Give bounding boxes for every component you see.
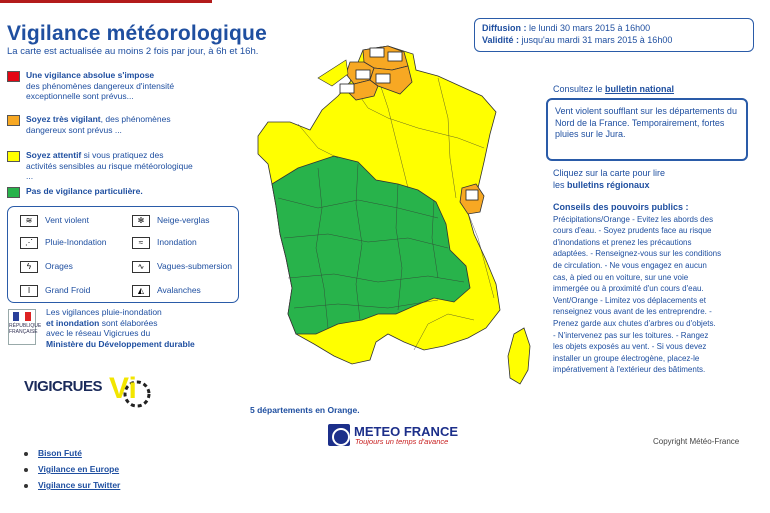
vigi-note-line4: Ministère du Développement durable bbox=[46, 338, 195, 349]
legend-yellow-title: Soyez attentif bbox=[26, 150, 82, 160]
avalanche-icon: ◭ bbox=[132, 285, 150, 297]
legend-yellow-desc: si vous pratiquez des activités sensibles au risque météorologique ... bbox=[26, 150, 193, 181]
advice-line: installer un groupe électrogène, placez-le bbox=[553, 353, 700, 363]
pheno-rain-flood bbox=[20, 235, 106, 249]
pheno-waves bbox=[132, 259, 232, 273]
pheno-label: Avalanches bbox=[157, 285, 201, 295]
legend-orange-desc: , des phénomènes dangereux sont prévus ... bbox=[26, 114, 171, 135]
link-vigilance-twitter bbox=[24, 480, 120, 490]
bullet-icon bbox=[24, 452, 28, 456]
legend-green-title: Pas de vigilance particulière. bbox=[26, 186, 143, 196]
hint-line1: Cliquez sur la carte pour lire bbox=[553, 168, 666, 178]
meteo-france-name: METEO FRANCE bbox=[354, 424, 458, 439]
map-wind-icon bbox=[388, 52, 402, 61]
pheno-label: Orages bbox=[45, 261, 73, 271]
link-bison-fute bbox=[24, 448, 82, 458]
page-title: Vigilance météorologique bbox=[7, 22, 267, 45]
vigi-note-line2: sont élaborées bbox=[99, 317, 158, 328]
advice-line: Vent/Orange - Limitez vos déplacements et bbox=[553, 295, 706, 305]
pheno-label: Grand Froid bbox=[45, 285, 91, 295]
legend-green bbox=[7, 186, 197, 200]
flood-icon: ≈ bbox=[132, 237, 150, 249]
pheno-label: Neige-verglas bbox=[157, 215, 210, 225]
vigi-note-line1: Les vigilances pluie-inondation bbox=[46, 307, 162, 317]
vi-logo-letters: Vi bbox=[109, 372, 137, 405]
regional-bulletins-hint bbox=[553, 168, 743, 191]
rain-flood-icon: ⋰ bbox=[20, 237, 38, 249]
legend-red bbox=[7, 70, 197, 104]
national-alert-box: Vent violent soufflant sur les départements du Nord de la France. Temporairement, fortes pluies sur le Jura. bbox=[546, 98, 748, 161]
orange-swatch bbox=[7, 115, 20, 126]
map-wind-icon bbox=[370, 48, 384, 57]
green-swatch bbox=[7, 187, 20, 198]
pheno-avalanche bbox=[132, 283, 201, 297]
vigilance-twitter-link[interactable]: Vigilance sur Twitter bbox=[38, 480, 121, 490]
wind-icon: ≋ bbox=[20, 215, 38, 227]
diffusion-info-box bbox=[474, 18, 754, 52]
top-accent-bar bbox=[0, 0, 212, 3]
map-rain-flood-icon bbox=[466, 190, 478, 200]
red-swatch bbox=[7, 71, 20, 82]
bullet-icon bbox=[24, 468, 28, 472]
advice-line: - N'intervenez pas sur les toitures. - Rangez bbox=[553, 330, 709, 340]
validity-label: Validité : bbox=[482, 35, 520, 45]
legend-orange-title: Soyez très vigilant bbox=[26, 114, 101, 124]
diffusion-label: Diffusion : bbox=[482, 23, 527, 33]
orange-departments-count: 5 départements en Orange. bbox=[250, 405, 360, 415]
advice-line: immergée ou à proximité d'un cours d'eau. bbox=[553, 284, 704, 294]
pheno-label: Inondation bbox=[157, 237, 197, 247]
vigi-note-line3: avec le réseau Vigicrues du bbox=[46, 328, 151, 338]
advice-line: de circulation. - Ne vous engagez en aucun bbox=[553, 260, 707, 270]
consult-prefix: Consultez le bbox=[553, 84, 606, 94]
france-vigilance-map[interactable] bbox=[238, 38, 538, 398]
public-advice bbox=[553, 202, 761, 376]
consult-line bbox=[553, 84, 674, 94]
vi-logo bbox=[105, 366, 165, 412]
meteo-france-logo[interactable] bbox=[328, 424, 473, 446]
bullet-icon bbox=[24, 484, 28, 488]
storm-icon: ϟ bbox=[20, 261, 38, 273]
advice-line: Précipitations/Orange - Evitez les abords des bbox=[553, 214, 714, 224]
advice-line: cas, à pied ou en voiture, sur une voie bbox=[553, 272, 689, 282]
rf-logo-text: RÉPUBLIQUE FRANÇAISE bbox=[9, 323, 42, 335]
yellow-swatch bbox=[7, 151, 20, 162]
validity-value: jusqu'au mardi 31 mars 2015 à 16h00 bbox=[519, 35, 673, 45]
vigicrues-note bbox=[46, 307, 246, 349]
copyright: Copyright Météo-France bbox=[653, 437, 740, 446]
pheno-snow bbox=[132, 213, 209, 227]
bison-fute-link[interactable]: Bison Futé bbox=[38, 448, 82, 458]
pheno-label: Pluie-Inondation bbox=[45, 237, 107, 247]
advice-line: Prenez garde aux chutes d'arbres ou d'objets. bbox=[553, 318, 716, 328]
advice-line: les objets exposés au vent. - Si vous devez bbox=[553, 342, 707, 352]
advice-line: adaptées. - Renseignez-vous sur les conditions bbox=[553, 249, 722, 259]
legend-red-title: Une vigilance absolue s'impose bbox=[26, 70, 155, 80]
map-wind-icon bbox=[376, 74, 390, 83]
advice-line: cours d'eau. - Soyez prudents face au risque bbox=[553, 226, 712, 236]
map-wind-icon bbox=[356, 70, 370, 79]
pheno-flood bbox=[132, 235, 197, 249]
vigi-note-line2-strong: et inondation bbox=[46, 317, 100, 328]
meteo-france-tagline: Toujours un temps d'avance bbox=[355, 437, 449, 446]
legend-red-desc: des phénomènes dangereux d'intensité exceptionnelle sont prévus... bbox=[26, 80, 175, 101]
map-wind-icon bbox=[340, 84, 354, 93]
advice-heading: Conseils des pouvoirs publics : bbox=[553, 202, 689, 212]
bulletin-national-link[interactable]: bulletin national bbox=[605, 84, 675, 94]
legend-orange bbox=[7, 114, 197, 144]
advice-line: impérativement à l'extérieur des bâtiments. bbox=[553, 365, 706, 375]
map-pointer-arrow bbox=[318, 60, 348, 86]
pheno-wind bbox=[20, 213, 89, 227]
phenomena-legend bbox=[7, 206, 239, 303]
hint-line2-prefix: les bbox=[553, 179, 568, 190]
vigilance-europe-link[interactable]: Vigilance en Europe bbox=[38, 464, 120, 474]
diffusion-value: le lundi 30 mars 2015 à 16h00 bbox=[526, 23, 651, 33]
pheno-storm bbox=[20, 259, 73, 273]
link-vigilance-europe bbox=[24, 464, 119, 474]
pheno-label: Vagues-submersion bbox=[157, 261, 232, 271]
advice-line: d'inondations et prenez les précautions bbox=[553, 237, 692, 247]
pheno-label: Vent violent bbox=[45, 215, 89, 225]
cold-icon: ǀ bbox=[20, 285, 38, 297]
republique-francaise-logo bbox=[8, 309, 42, 345]
regional-bulletins-link[interactable]: bulletins régionaux bbox=[567, 179, 650, 190]
page-subtitle: La carte est actualisée au moins 2 fois par jour, à 6h et 16h. bbox=[7, 46, 259, 57]
vigicrues-logo[interactable]: VIGICRUES bbox=[24, 378, 103, 395]
waves-icon: ∿ bbox=[132, 261, 150, 273]
advice-line: renseignez vous avant de les entreprendre. - bbox=[553, 307, 712, 317]
pheno-cold bbox=[20, 283, 90, 297]
snow-icon: ✻ bbox=[132, 215, 150, 227]
legend-yellow bbox=[7, 150, 197, 184]
map-corsica[interactable] bbox=[508, 328, 530, 384]
meteo-france-emblem-icon bbox=[328, 424, 350, 446]
